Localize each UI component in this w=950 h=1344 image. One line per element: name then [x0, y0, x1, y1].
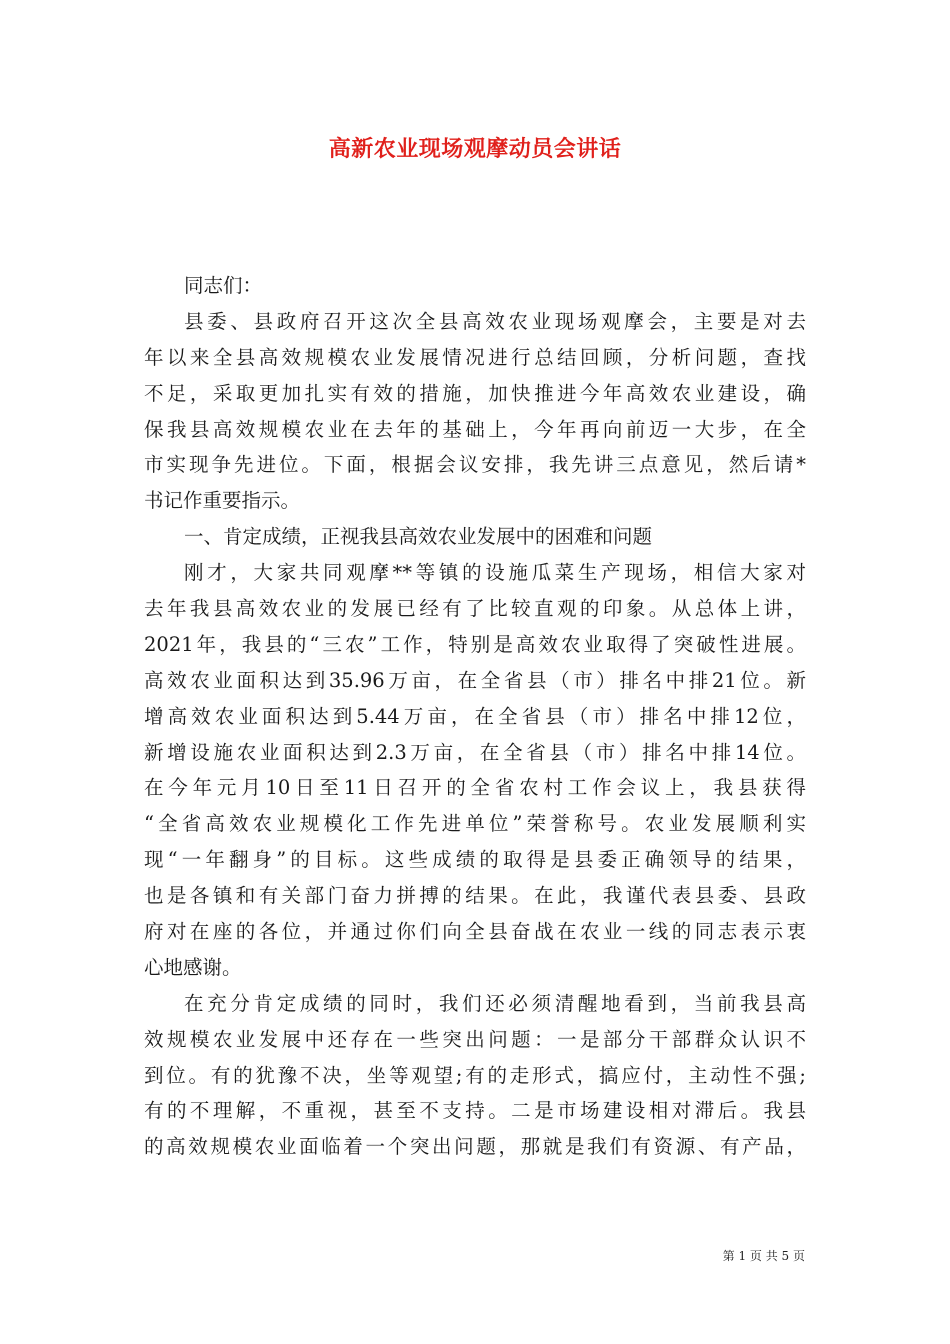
text-line: “全省高效农业规模化工作先进单位”荣誉称号。农业发展顺利实: [144, 812, 806, 836]
text-line: 刚才，大家共同观摩**等镇的设施瓜菜生产现场，相信大家对: [184, 561, 806, 585]
text-line: 不足，采取更加扎实有效的措施，加快推进今年高效农业建设，确: [144, 381, 806, 405]
text-line: 保我县高效规模农业在去年的基础上，今年再向前迈一大步，在全: [144, 417, 806, 441]
document-title: 高新农业现场观摩动员会讲话: [328, 136, 622, 162]
text-line: 高效农业面积达到35.96万亩，在全省县（市）排名中排21位。新: [144, 668, 806, 692]
text-line: 的高效规模农业面临着一个突出问题，那就是我们有资源、有产品，: [144, 1135, 806, 1159]
text-line: 2021年，我县的“三农”工作，特别是高效农业取得了突破性进展。: [144, 632, 806, 656]
document-body: [144, 268, 806, 1165]
text-line: 去年我县高效农业的发展已经有了比较直观的印象。从总体上讲，: [144, 597, 806, 621]
text-line: 在充分肯定成绩的同时，我们还必须清醒地看到，当前我县高: [184, 991, 806, 1015]
section-heading: 一、肯定成绩，正视我县高效农业发展中的困难和问题: [184, 525, 653, 549]
text-line: 效规模农业发展中还存在一些突出问题：一是部分干部群众认识不: [144, 1027, 806, 1051]
text-line: 增高效农业面积达到5.44万亩，在全省县（市）排名中排12位，: [144, 704, 806, 728]
text-line: 有的不理解，不重视，甚至不支持。二是市场建设相对滞后。我县: [144, 1099, 806, 1123]
text-line: 在今年元月10日至11日召开的全省农村工作会议上，我县获得: [144, 776, 806, 800]
page-number: 第 1 页 共 5 页: [722, 1249, 805, 1263]
text-line: 现“一年翻身”的目标。这些成绩的取得是县委正确领导的结果，: [144, 848, 806, 872]
text-line: 书记作重要指示。: [144, 489, 301, 513]
text-line: 心地感谢。: [144, 955, 242, 979]
text-line: 年以来全县高效规模农业发展情况进行总结回顾，分析问题，查找: [144, 345, 806, 369]
text-line: 也是各镇和有关部门奋力拼搏的结果。在此，我谨代表县委、县政: [144, 884, 806, 908]
text-line: 新增设施农业面积达到2.3万亩，在全省县（市）排名中排14位。: [144, 740, 806, 764]
salutation-line: 同志们：: [184, 274, 263, 297]
text-line: 府对在座的各位，并通过你们向全县奋战在农业一线的同志表示衷: [144, 920, 806, 944]
text-line: 县委、县政府召开这次全县高效农业现场观摩会，主要是对去: [184, 309, 806, 333]
text-line: 市实现争先进位。下面，根据会议安排，我先讲三点意见，然后请*: [144, 453, 806, 477]
text-line: 到位。有的犹豫不决，坐等观望;有的走形式，搞应付，主动性不强;: [144, 1063, 806, 1087]
